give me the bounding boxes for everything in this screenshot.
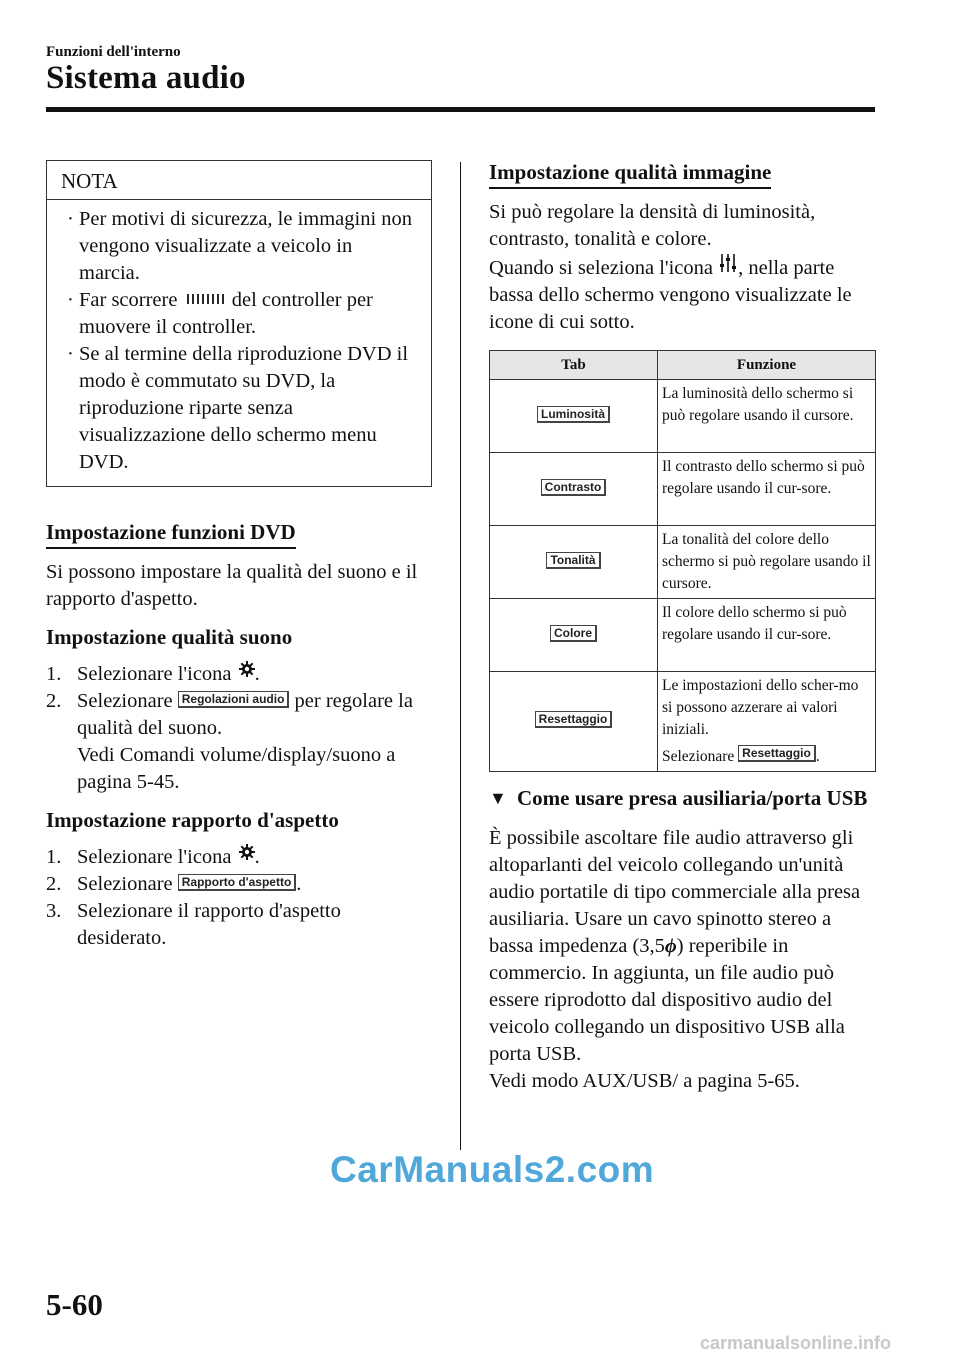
section-label: Funzioni dell'interno: [46, 44, 181, 60]
tone-tab[interactable]: Tonalità: [546, 552, 600, 569]
nota-item: [67, 206, 417, 287]
color-tab[interactable]: Colore: [550, 625, 597, 642]
table-cell-desc: La luminosità dello schermo si può regolare usando il cursore.: [658, 380, 876, 453]
table-cell-text: Selezionare: [662, 748, 735, 765]
heading-text: Come usare presa ausiliaria/porta USB: [517, 786, 868, 810]
image-quality-heading: Impostazione qualità immagine: [489, 160, 771, 189]
table-row: [490, 672, 876, 772]
sound-step-2: [46, 688, 432, 796]
table-cell-desc: La tonalità del colore dello schermo si può regolare usando il cursore.: [658, 526, 876, 599]
step-text: Selezionare l'icona: [77, 663, 232, 685]
table-row: [490, 453, 876, 526]
gear-icon: [239, 844, 255, 860]
step-text: Selezionare il rapporto d'aspetto desiderato.: [77, 900, 341, 949]
step-number: 1.: [46, 846, 62, 868]
aux-usb-para: [489, 825, 877, 1068]
nota-heading: NOTA: [47, 161, 431, 200]
contrast-tab[interactable]: Contrasto: [541, 479, 607, 496]
nota-item-text: Far scorrere: [79, 289, 178, 311]
aspect-step-2: [46, 871, 432, 898]
nota-item: [67, 341, 417, 476]
step-number: 3.: [46, 900, 62, 922]
nota-box: [46, 160, 432, 487]
table-header-function: Funzione: [658, 351, 876, 380]
page-title: Sistema audio: [46, 60, 246, 96]
dvd-settings-intro: Si possono impostare la qualità del suono e il rapporto d'aspetto.: [46, 561, 418, 610]
reset-tab[interactable]: Resettaggio: [535, 711, 613, 728]
step-text-end: .: [254, 663, 260, 685]
reset-button[interactable]: Resettaggio: [738, 745, 816, 762]
aux-usb-reference: Vedi modo AUX/USB/ a pagina 5-65.: [489, 1070, 800, 1092]
aspect-ratio-heading: Impostazione rapporto d'aspetto: [46, 808, 339, 832]
step-text: Selezionare l'icona: [77, 846, 232, 868]
site-watermark: carmanualsonline.info: [700, 1333, 892, 1353]
table-row: [490, 599, 876, 672]
nota-item-text: Se al termine della riproduzione DVD il modo è commutato su DVD, la riproduzione riparte senza visualizzazione dello schermo menu DVD.: [79, 343, 409, 473]
aspect-step-1: [46, 844, 432, 871]
left-column: [46, 160, 432, 952]
aux-usb-heading: [489, 784, 877, 813]
table-cell-desc: [658, 672, 876, 772]
controller-scroll-icon: [185, 292, 225, 305]
nota-item-text: del controller per muovere il controller.: [79, 289, 373, 338]
step-text: Selezionare: [77, 690, 173, 712]
sound-quality-heading: Impostazione qualità suono: [46, 625, 293, 649]
step-number: 1.: [46, 663, 62, 685]
table-header-tab: Tab: [490, 351, 658, 380]
aspect-ratio-button[interactable]: Rapporto d'aspetto: [178, 874, 297, 891]
image-quality-para: Si può regolare la densità di luminosità, contrasto, tonalità e colore.: [489, 201, 816, 250]
step-number: 2.: [46, 690, 62, 712]
column-divider: [460, 162, 461, 1150]
bullet-icon: ·: [67, 289, 74, 311]
triangle-down-icon: ▼: [489, 788, 507, 808]
brightness-tab[interactable]: Luminosità: [537, 406, 610, 423]
sound-step-1: [46, 661, 432, 688]
right-column: [489, 160, 877, 1095]
bullet-icon: ·: [67, 208, 74, 230]
gear-icon: [239, 661, 255, 677]
table-cell-desc: Il contrasto dello schermo si può regolare usando il cur-sore.: [658, 453, 876, 526]
table-row: [490, 380, 876, 453]
step-reference: Vedi Comandi volume/display/suono a pagina 5-45.: [77, 744, 396, 793]
phi-symbol: ϕ: [664, 935, 677, 957]
step-number: 2.: [46, 873, 62, 895]
para-text: Quando si seleziona l'icona: [489, 257, 713, 279]
table-cell-text: .: [815, 748, 820, 765]
table-cell-desc: Il colore dello schermo si può regolare usando il cur-sore.: [658, 599, 876, 672]
audio-settings-button[interactable]: Regolazioni audio: [178, 691, 290, 708]
dvd-settings-heading: Impostazione funzioni DVD: [46, 520, 296, 549]
table-row: [490, 526, 876, 599]
nota-item-text: Per motivi di sicurezza, le immagini non vengono visualizzate a veicolo in marcia.: [79, 208, 413, 284]
step-text: per regolare la qualità del suono.: [77, 690, 413, 739]
title-rule: [46, 107, 875, 112]
step-text-end: .: [296, 873, 302, 895]
nota-body: [47, 200, 431, 486]
bullet-icon: ·: [67, 343, 74, 365]
watermark: CarManuals2.com: [330, 1149, 655, 1190]
image-quality-para: [489, 253, 877, 336]
para-text: ) reperibile in commercio. In aggiunta, un file audio può essere riprodotto dal dispositivo audio del veicolo collegando un dispositivo USB alla porta USB.: [489, 935, 845, 1065]
step-text: Selezionare: [77, 873, 173, 895]
function-table: [489, 350, 876, 772]
adjust-sliders-icon: [720, 253, 736, 273]
step-text-end: .: [254, 846, 260, 868]
aspect-step-3: [46, 898, 432, 952]
nota-item: [67, 287, 417, 341]
table-cell-text: Le impostazioni dello scher-mo si possono azzerare ai valori iniziali.: [662, 677, 859, 738]
page-number: 5-60: [46, 1287, 103, 1322]
para-text: È possibile ascoltare file audio attraverso gli altoparlanti del veicolo collegando un'unità audio portatile di tipo commerciale alla presa ausiliaria. Usare un cavo spinotto stereo a bassa impedenza (3,5: [489, 827, 861, 957]
para-text: , nella parte bassa dello schermo vengono visualizzate le icone di cui sotto.: [489, 257, 852, 333]
